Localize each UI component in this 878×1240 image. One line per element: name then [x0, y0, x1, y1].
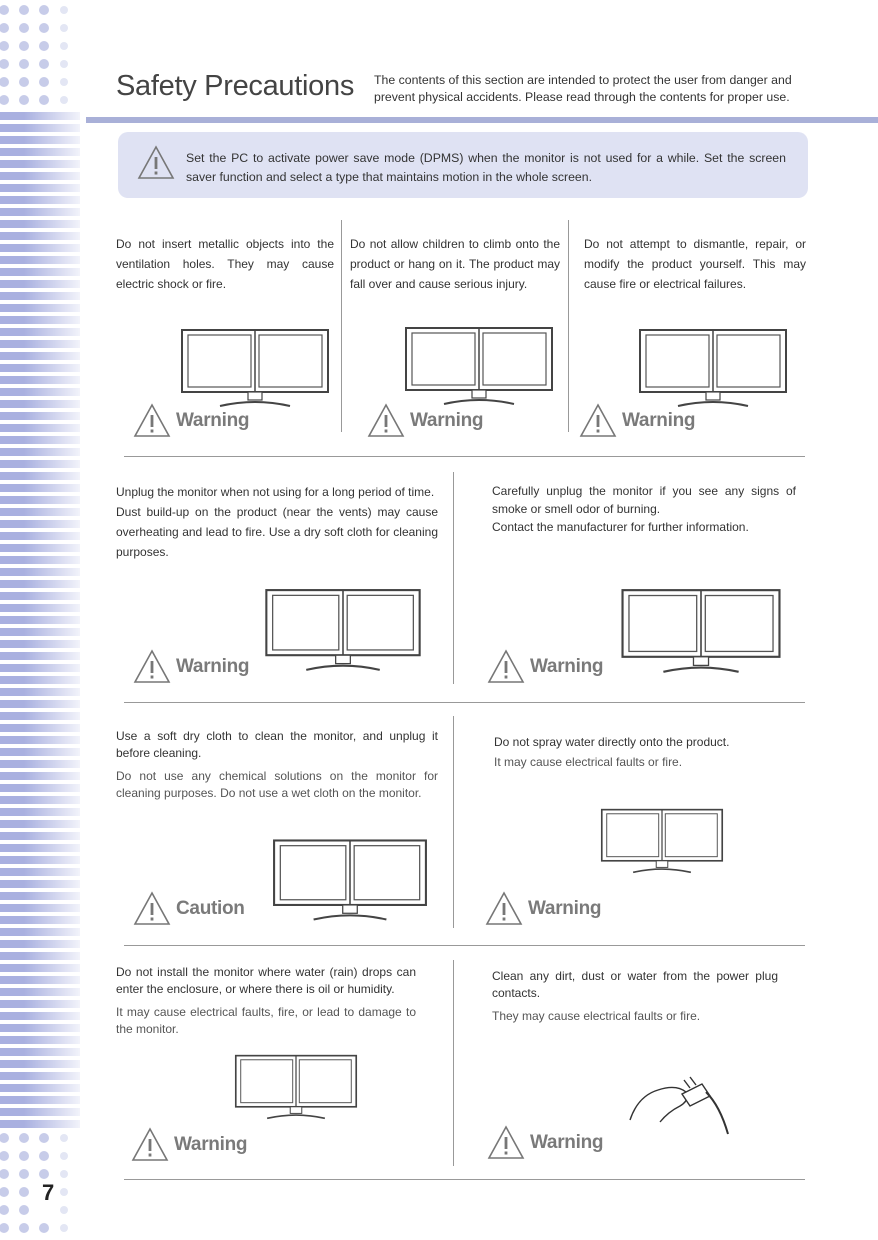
monitor-illustration	[272, 838, 428, 922]
precaution-text: Do not use any chemical solutions on the monitor for cleaning purposes. Do not use a wet cloth on the monitor.	[116, 769, 438, 800]
warning-badge	[486, 648, 603, 686]
precaution-text: Do not insert metallic objects into the ventilation holes. They may cause electric shock or fire.	[116, 237, 334, 291]
notice-text: Set the PC to activate power save mode (DPMS) when the monitor is not used for a while. Set the screen saver function and select a type that maintains motion in the whole screen.	[186, 151, 786, 184]
precaution-text: Do not spray water directly onto the product.	[494, 735, 730, 749]
warning-label: Warning	[530, 656, 604, 677]
precaution-cell	[350, 234, 560, 294]
power-plug-illustration	[624, 1066, 734, 1138]
precaution-text: Dust build-up on the product (near the vents) may cause overheating and lead to fire. Use a dry soft cloth for cleaning purposes.	[116, 505, 438, 559]
warning-triangle-icon	[132, 648, 172, 686]
row-divider	[124, 456, 805, 457]
warning-triangle-icon	[136, 144, 176, 182]
monitor-illustration	[600, 808, 724, 874]
warning-label: Warning	[528, 898, 602, 919]
warning-triangle-icon	[486, 648, 526, 686]
warning-label: Warning	[174, 1134, 248, 1155]
warning-badge	[132, 648, 249, 686]
row-divider	[124, 1179, 805, 1180]
warning-badge	[578, 402, 695, 440]
precaution-text: Contact the manufacturer for further information.	[492, 520, 749, 534]
precaution-cell	[584, 234, 806, 294]
row-divider	[124, 702, 805, 703]
precaution-cell	[116, 728, 438, 802]
warning-triangle-icon	[484, 890, 524, 928]
stripe-pattern	[0, 112, 80, 1128]
precaution-text: They may cause electrical faults or fire.	[492, 1009, 701, 1023]
precaution-text: Unplug the monitor when not using for a long period of time.	[116, 485, 435, 499]
title-rule	[86, 117, 878, 123]
precaution-text: Do not attempt to dismantle, repair, or modify the product yourself. This may cause fire or electrical failures.	[584, 237, 806, 291]
precaution-cell	[492, 968, 778, 1025]
warning-triangle-icon	[578, 402, 618, 440]
warning-triangle-icon	[366, 402, 406, 440]
warning-label: Warning	[410, 410, 484, 431]
warning-label: Warning	[622, 410, 696, 431]
precaution-text: Do not allow children to climb onto the product or hang on it. The product may fall over and cause serious injury.	[350, 237, 560, 291]
precaution-cell	[494, 732, 794, 771]
page-title: Safety Precautions	[116, 70, 355, 102]
column-divider	[453, 960, 454, 1166]
precaution-text: It may cause electrical faults or fire.	[494, 755, 683, 769]
precaution-cell	[492, 482, 796, 536]
warning-triangle-icon	[132, 890, 172, 928]
warning-triangle-icon	[130, 1126, 170, 1164]
warning-badge	[486, 1124, 603, 1162]
warning-label: Warning	[176, 656, 250, 677]
dot-pattern-bottom	[0, 1128, 80, 1240]
column-divider	[453, 716, 454, 928]
monitor-illustration	[264, 588, 422, 672]
sidebar-decoration	[0, 0, 80, 1240]
warning-triangle-icon	[132, 402, 172, 440]
precaution-cell	[116, 234, 334, 294]
dot-pattern-top	[0, 0, 80, 112]
warning-badge	[130, 1126, 247, 1164]
caution-label: Caution	[176, 898, 245, 919]
precaution-text: Carefully unplug the monitor if you see any signs of smoke or smell odor of burning.	[492, 484, 796, 516]
warning-badge	[132, 402, 249, 440]
precaution-text: It may cause electrical faults, fire, or lead to damage to the monitor.	[116, 1005, 416, 1036]
column-divider	[341, 220, 342, 432]
intro-text: The contents of this section are intended to protect the user from danger and prevent physical accidents. Please read through the contents for proper use.	[374, 73, 792, 104]
column-divider	[568, 220, 569, 432]
warning-badge	[366, 402, 483, 440]
warning-badge	[484, 890, 601, 928]
row-divider	[124, 945, 805, 946]
precaution-text: Clean any dirt, dust or water from the power plug contacts.	[492, 969, 778, 1000]
precaution-text: Do not install the monitor where water (rain) drops can enter the enclosure, or where there is oil or humidity.	[116, 965, 416, 996]
monitor-illustration	[620, 588, 782, 674]
precaution-cell	[116, 964, 416, 1038]
monitor-illustration	[234, 1054, 358, 1120]
monitor-illustration	[180, 328, 330, 408]
notice-box	[118, 132, 808, 198]
caution-badge	[132, 890, 245, 928]
monitor-illustration	[638, 328, 788, 408]
precaution-cell	[116, 482, 438, 562]
warning-label: Warning	[530, 1132, 604, 1153]
warning-label: Warning	[176, 410, 250, 431]
warning-triangle-icon	[486, 1124, 526, 1162]
column-divider	[453, 472, 454, 684]
monitor-illustration	[404, 326, 554, 406]
precaution-text: Use a soft dry cloth to clean the monitor, and unplug it before cleaning.	[116, 729, 438, 760]
page-number: 7	[42, 1180, 55, 1205]
